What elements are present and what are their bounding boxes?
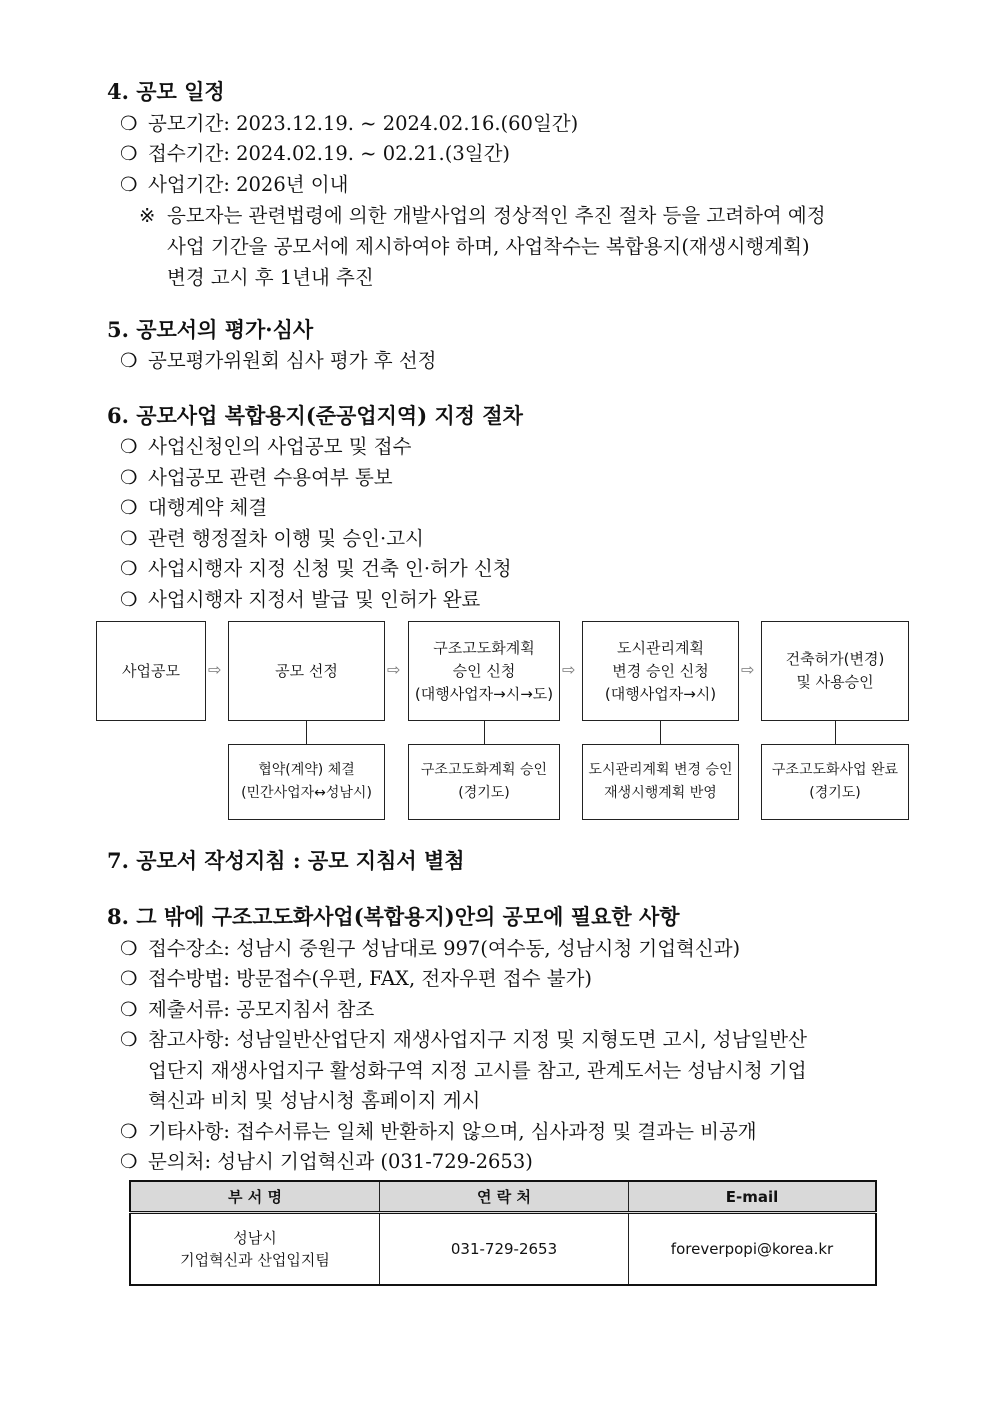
flow-result-city-plan-approved: 도시관리계획 변경 승인 재생시행계획 반영: [582, 744, 739, 820]
section-6-title: 6. 공모사업 복합용지(준공업지역) 지정 절차: [107, 403, 523, 428]
circle-bullet-icon: ❍: [120, 1150, 138, 1173]
column-header-department: 부 서 명: [130, 1181, 380, 1213]
circle-bullet-icon: ❍: [120, 937, 138, 960]
section-5-title: 5. 공모서의 평가·심사: [107, 317, 314, 342]
circle-bullet-icon: ❍: [120, 466, 138, 489]
department-cell: 성남시 기업혁신과 산업입지팀: [130, 1213, 380, 1286]
phone-cell: 031-729-2653: [380, 1213, 629, 1286]
list-item: ❍ 제출서류: 공모지침서 참조: [120, 998, 375, 1021]
circle-bullet-icon: ❍: [120, 142, 138, 165]
list-item: ❍ 사업신청인의 사업공모 및 접수: [120, 435, 412, 458]
circle-bullet-icon: ❍: [120, 967, 138, 990]
flow-step-selection: 공모 선정: [228, 621, 385, 721]
contact-table: [129, 1180, 877, 1286]
table-header-row: [130, 1181, 876, 1213]
section-7-title: 7. 공모서 작성지침 : 공모 지침서 별첨: [107, 848, 465, 873]
connector-line: [660, 721, 661, 744]
flow-step-building-permit: 건축허가(변경) 및 사용승인: [761, 621, 909, 721]
list-item: ❍ 접수장소: 성남시 중원구 성남대로 997(여수동, 성남시청 기업혁신과): [120, 937, 741, 960]
list-item: ❍ 공모평가위원회 심사 평가 후 선정: [120, 349, 437, 372]
section-8-title: 8. 그 밖에 구조고도화사업(복합용지)안의 공모에 필요한 사항: [107, 904, 680, 929]
arrow-right-icon: ⇨: [741, 660, 755, 679]
list-item: ❍ 사업기간: 2026년 이내: [120, 173, 349, 196]
column-header-phone: 연 락 처: [380, 1181, 629, 1213]
reference-mark-icon: ※: [139, 204, 156, 227]
circle-bullet-icon: ❍: [120, 173, 138, 196]
list-item: ❍ 기타사항: 접수서류는 일체 반환하지 않으며, 심사과정 및 결과는 비공개: [120, 1120, 757, 1143]
flow-step-open-call: 사업공모: [96, 621, 206, 721]
email-cell[interactable]: foreverpopi@korea.kr: [629, 1213, 877, 1286]
arrow-right-icon: ⇨: [208, 660, 222, 679]
table-row: [130, 1213, 876, 1286]
circle-bullet-icon: ❍: [120, 557, 138, 580]
circle-bullet-icon: ❍: [120, 588, 138, 611]
circle-bullet-icon: ❍: [120, 496, 138, 519]
list-item: ❍ 문의처: 성남시 기업혁신과 (031-729-2653): [120, 1150, 533, 1173]
flow-result-plan-approved: 구조고도화계획 승인 (경기도): [408, 744, 560, 820]
flow-step-city-plan-change-request: 도시관리계획 변경 승인 신청 (대행사업자→시): [582, 621, 739, 721]
connector-line: [484, 721, 485, 744]
note-paragraph: ※ 응모자는 관련법령에 의한 개발사업의 정상적인 추진 절차 등을 고려하여 예정 사업 기간을 공모서에 제시하여야 하며, 사업착수는 복합용지(재생시행계획) 변경 고시 후 1년내 추진: [139, 200, 919, 293]
column-header-email: E-mail: [629, 1181, 877, 1213]
circle-bullet-icon: ❍: [120, 112, 138, 135]
list-item-continuation: 혁신과 비치 및 성남시청 홈페이지 게시: [148, 1089, 481, 1112]
circle-bullet-icon: ❍: [120, 349, 138, 372]
circle-bullet-icon: ❍: [120, 998, 138, 1021]
circle-bullet-icon: ❍: [120, 435, 138, 458]
circle-bullet-icon: ❍: [120, 1028, 138, 1051]
circle-bullet-icon: ❍: [120, 1120, 138, 1143]
list-item: ❍ 공모기간: 2023.12.19. ~ 2024.02.16.(60일간): [120, 112, 579, 135]
circle-bullet-icon: ❍: [120, 527, 138, 550]
list-item-continuation: 업단지 재생사업지구 활성화구역 지정 고시를 참고, 관계도서는 성남시청 기업: [148, 1059, 807, 1082]
list-item: ❍ 대행계약 체결: [120, 496, 268, 519]
list-item: ❍ 사업시행자 지정 신청 및 건축 인·허가 신청: [120, 557, 512, 580]
section-4-title: 4. 공모 일정: [107, 79, 225, 104]
list-item: ❍ 사업시행자 지정서 발급 및 인허가 완료: [120, 588, 481, 611]
list-item: ❍ 사업공모 관련 수용여부 통보: [120, 466, 393, 489]
list-item: ❍ 관련 행정절차 이행 및 승인·고시: [120, 527, 424, 550]
arrow-right-icon: ⇨: [562, 660, 576, 679]
list-item: ❍ 접수기간: 2024.02.19. ~ 02.21.(3일간): [120, 142, 511, 165]
connector-line: [835, 721, 836, 744]
list-item: ❍ 참고사항: 성남일반산업단지 재생사업지구 지정 및 지형도면 고시, 성남일반산: [120, 1028, 807, 1051]
connector-line: [306, 721, 307, 744]
flow-result-project-complete: 구조고도화사업 완료 (경기도): [761, 744, 909, 820]
flow-result-agreement: 협약(계약) 체결 (민간사업자↔성남시): [228, 744, 385, 820]
list-item: ❍ 접수방법: 방문접수(우편, FAX, 전자우편 접수 불가): [120, 967, 593, 990]
flow-step-plan-approval-request: 구조고도화계획 승인 신청 (대행사업자→시→도): [408, 621, 560, 721]
arrow-right-icon: ⇨: [387, 660, 401, 679]
